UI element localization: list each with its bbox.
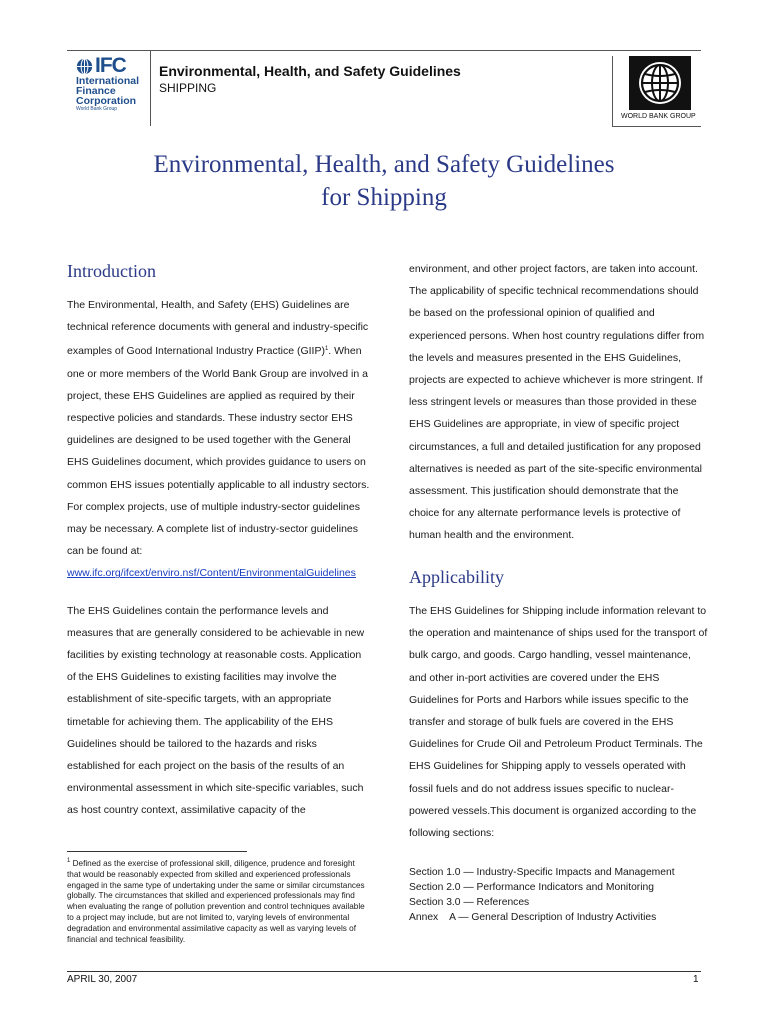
world-bank-globe-icon [629,56,691,110]
footer-rule [67,971,701,972]
footnote-reference[interactable]: 1 [324,346,329,353]
right-column [409,258,709,547]
guidelines-link-paragraph [67,562,372,584]
page-number: 1 [693,974,699,985]
ifc-acronym: IFC [95,54,126,77]
section-item: Section 3.0 — References [409,897,530,908]
footnote [67,856,367,945]
applicability-heading: Applicability [409,567,504,587]
footer-date: APRIL 30, 2007 [67,974,138,985]
ifc-line-3: Corporation [76,95,137,107]
guidelines-link[interactable]: www.ifc.org/ifcext/enviro.nsf/Content/EnvironmentalGuidelines [67,567,356,580]
intro-p1-text: The Environmental, Health, and Safety (EHS) Guidelines are technical reference documents with general and industry-specific examples of Good International Industry Practice (GIIP) [67,299,369,358]
intro-p1-continued: . When one or more members of the World Bank Group are involved in a project, these EHS Guidelines are applied as required by their respective policies and standards. These industry sector EHS guidelines are designed to be used together with the General EHS Guidelines document, which provides guidance to users on common EHS issues potentially applicable to all industry sectors. For complex projects, use of multiple industry-sector guidelines may be necessary. A complete list of industry-sector guidelines can be found at: [67,345,370,558]
introduction-heading: Introduction [67,261,156,281]
section-item: Section 1.0 — Industry-Specific Impacts and Management [409,867,675,878]
header-title: Environmental, Health, and Safety Guidelines [159,63,461,79]
footnote-text: Defined as the exercise of professional skill, diligence, prudence and foresight that would be reasonably expected from skilled and experienced professionals engaged in the same type of undertaking under the same or similar circumstances globally. The circumstances that skilled and experienced professionals may find when evaluating the range of pollution prevention and control techniques available to a project may include, but are not limited to, varying levels of environmental degradation and environmental assimilative capacity as well as varying levels of financial and technical feasibility. [67,859,365,944]
document-title [84,148,684,214]
header-top-rule [67,50,701,51]
introduction-paragraph-2: The EHS Guidelines contain the performance levels and measures that are generally considered to be achievable in new facilities by existing technology at reasonable costs. Application of the EHS Guidelines to existing facilities may involve the establishment of site-specific targets, with an appropriate timetable for achieving them. The applicability of the EHS Guidelines should be tailored to the hazards and risks established for each project on the basis of the results of an environmental assessment in which site-specific variables, such as host country context, assimilative capacity of the [67,604,365,817]
ifc-globe-icon [76,58,93,75]
footnote-marker: 1 [67,858,71,864]
document-title-line-1: Environmental, Health, and Safety Guidelines [153,151,615,178]
ifc-logo [76,56,146,120]
document-title-line-2: for Shipping [321,184,447,211]
section-item: Section 2.0 — Performance Indicators and Monitoring [409,882,654,893]
ifc-line-1: International [76,75,140,87]
introduction-paragraph-1 [67,294,372,562]
introduction-paragraph-3: environment, and other project factors, are taken into account. The applicability of specific technical recommendations should be based on the professional opinion of qualified and experienced persons. When host country regulations differ from the levels and measures presented in the EHS Guidelines, projects are expected to achieve whichever is more stringent. If less stringent levels or measures than those provided in these EHS Guidelines are appropriate, in view of specific project circumstances, a full and detailed justification for any proposed alternatives is needed as part of the site-specific environmental assessment. This justification should demonstrate that the choice for any alternate performance levels is protective of human health and the environment. [409,263,705,542]
header-bottom-rule [612,126,701,127]
applicability-paragraph: The EHS Guidelines for Shipping include information relevant to the operation and maintenance of ships used for the transport of bulk cargo, and goods. Cargo handling, vessel maintenance, and other in-port activities are covered under the EHS Guidelines for Ports and Harbors while issues specific to the transfer and storage of bulk fuels are covered in the EHS Guidelines for Crude Oil and Petroleum Product Terminals. The EHS Guidelines for Shipping apply to vessels operated with fossil fuels and do not address issues specific to nuclear-powered vessels.This document is organized according to the following sections: [409,605,708,840]
footnote-rule [67,851,247,852]
ifc-line-2: Finance [76,85,116,97]
left-column [67,294,372,822]
header-divider-right [612,56,613,126]
section-list [409,865,709,925]
section-item: Annex A — General Description of Industry Activities [409,912,657,923]
header-subtitle: SHIPPING [159,81,217,95]
ifc-line-4: World Bank Group [76,106,118,112]
applicability-column [409,600,709,844]
header-divider-left [150,50,151,126]
world-bank-label: WORLD BANK GROUP [621,113,696,120]
